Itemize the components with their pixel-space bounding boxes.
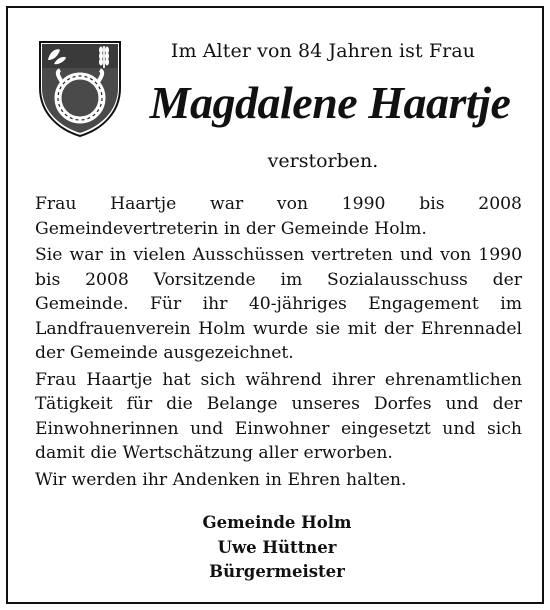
notice-body: [35, 192, 522, 494]
signature-block: [8, 511, 546, 585]
paragraph-committees: Sie war in vielen Ausschüssen vertreten und von 1990 bis 2008 Vorsitzende im Sozialausschuss der Gemeinde. Für ihr 40-jähriges Engagement im Landfrauenverein Holm wurde sie mit der Ehrennadel der Gemeinde ausgezeichnet.: [35, 245, 522, 363]
municipal-coat-of-arms-icon: [36, 38, 124, 138]
paragraph-service: Frau Haartje war von 1990 bis 2008 Gemeindevertreterin in der Gemeinde Holm.: [35, 194, 522, 239]
signature-role: Bürgermeister: [209, 562, 345, 581]
signature-person: Uwe Hüttner: [217, 537, 337, 557]
outro-text: verstorben.: [267, 150, 379, 172]
signature-organization: Gemeinde Holm: [202, 513, 352, 532]
paragraph-remembrance: Wir werden ihr Andenken in Ehren halten.: [35, 469, 407, 490]
intro-text: Im Alter von 84 Jahren ist Frau: [170, 40, 476, 62]
obituary-notice-frame: [6, 6, 544, 604]
paragraph-engagement: Frau Haartje hat sich während ihrer ehrenamtlichen Tätigkeit für die Belange unseres Dorfes und der Einwohnerinnen und Einwohner eingesetzt und sich damit die Wertschätzung aller erworben.: [35, 369, 522, 463]
deceased-name: Magdalene Haartje: [149, 77, 511, 128]
